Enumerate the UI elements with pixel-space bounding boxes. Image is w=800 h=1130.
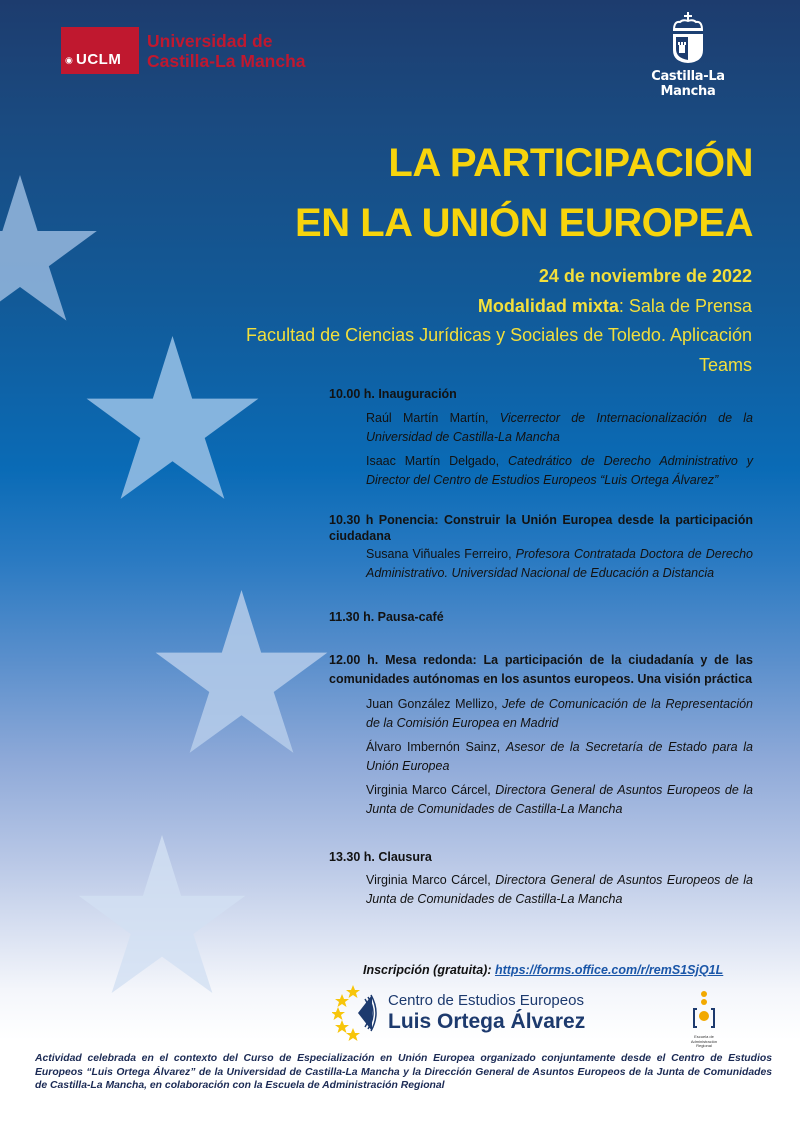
footer-note: Actividad celebrada en el contexto del Curso de Especialización en Unión Europea organizado conjuntamente desde el Centro de Estudios Europeos “Luis Ortega Álvarez” de la Universidad de Castilla-La Mancha y la Dirección General de Asuntos Europeos de la Junta de Comunidades de Castilla-La Mancha, en colaboración con la Escuela de Administración Regional bbox=[35, 1053, 772, 1091]
speaker-role: Directora General de Asuntos Europeos de la Junta de Comunidades de Castilla-La Mancha bbox=[366, 783, 753, 816]
session-heading: 11.30 h. Pausa-café bbox=[329, 610, 444, 624]
speaker-name: Álvaro Imbernón Sainz, bbox=[366, 740, 501, 754]
speaker bbox=[366, 409, 753, 447]
speaker-role: Catedrático de Derecho Administrativo y Director del Centro de Estudios Europeos “Luis Ortega Álvarez” bbox=[366, 454, 753, 487]
modality-label: Modalidad mixta bbox=[477, 295, 619, 316]
speaker-name: Susana Viñuales Ferreiro, bbox=[366, 547, 512, 561]
uclm-signal-icon: ◉ bbox=[65, 55, 73, 65]
cee-logo bbox=[332, 985, 585, 1041]
speaker-role: Vicerrector de Internacionalización de la Universidad de Castilla-La Mancha bbox=[366, 411, 753, 444]
session-heading: 12.00 h. Mesa redonda: La participación de la ciudadanía y de las comunidades autónomas en los asuntos europeos. Una visión práctica bbox=[329, 653, 753, 686]
speaker bbox=[366, 738, 753, 776]
event-venue-line2: Teams bbox=[698, 354, 752, 375]
registration-label: Inscripción (gratuita): bbox=[363, 963, 492, 977]
speaker-name: Isaac Martín Delgado, bbox=[366, 454, 500, 468]
program-schedule bbox=[329, 386, 753, 909]
event-info bbox=[246, 262, 752, 380]
speaker-role: Profesora Contratada Doctora de Derecho Administrativo. Universidad Nacional de Educación a Distancia bbox=[366, 547, 753, 580]
session-clausura bbox=[329, 849, 753, 909]
modality-value: : Sala de Prensa bbox=[618, 295, 752, 316]
speaker bbox=[366, 871, 753, 909]
session-ponencia bbox=[329, 512, 753, 583]
crest-icon bbox=[670, 12, 706, 64]
session-heading: 13.30 h. Clausura bbox=[329, 850, 432, 864]
uclm-name bbox=[147, 31, 306, 71]
clm-logo bbox=[628, 12, 748, 99]
uclm-name-line1: Universidad de bbox=[147, 30, 273, 51]
speaker-name: Raúl Martín Martín, bbox=[366, 411, 489, 425]
speaker bbox=[366, 781, 753, 819]
speaker bbox=[366, 695, 753, 733]
session-pausa-cafe bbox=[329, 609, 753, 625]
uclm-name-line2: Castilla-La Mancha bbox=[147, 50, 306, 71]
ear-line3: Regional bbox=[696, 1043, 712, 1048]
event-date: 24 de noviembre de 2022 bbox=[538, 266, 752, 286]
cee-text bbox=[388, 992, 585, 1034]
event-modality bbox=[246, 292, 752, 322]
speaker-name: Juan González Mellizo, bbox=[366, 697, 498, 711]
cee-line2: Luis Ortega Álvarez bbox=[388, 1010, 586, 1033]
speaker-role: Asesor de la Secretaría de Estado para la Unión Europea bbox=[366, 740, 753, 773]
title-line2: EN LA UNIÓN EUROPEA bbox=[295, 201, 753, 245]
background-star-icon bbox=[0, 160, 100, 350]
event-venue-line1: Facultad de Ciencias Jurídicas y Sociales de Toledo. Aplicación bbox=[246, 325, 752, 345]
registration bbox=[363, 963, 723, 977]
ear-logo bbox=[684, 990, 724, 1049]
clm-label: Castilla-La Mancha bbox=[651, 69, 725, 99]
session-heading: 10.30 h Ponencia: Construir la Unión Europea desde la participación ciudadana bbox=[329, 513, 753, 543]
speaker bbox=[366, 545, 753, 583]
session-inauguracion bbox=[329, 386, 753, 490]
cee-line1: Centro de Estudios Europeos bbox=[388, 992, 584, 1009]
title-line1: LA PARTICIPACIÓN bbox=[388, 141, 753, 185]
background-star-icon bbox=[150, 590, 333, 760]
speaker-name: Virginia Marco Cárcel, bbox=[366, 783, 491, 797]
session-mesa-redonda bbox=[329, 651, 753, 819]
background-star-icon bbox=[80, 336, 265, 506]
ear-line2: Administración bbox=[690, 1038, 718, 1044]
page-title bbox=[295, 133, 753, 253]
uclm-logo-box bbox=[61, 27, 139, 74]
eu-stars-arc-icon bbox=[332, 985, 382, 1041]
session-heading: 10.00 h. Inauguración bbox=[329, 387, 457, 401]
speaker-name: Virginia Marco Cárcel, bbox=[366, 873, 491, 887]
uclm-logo bbox=[61, 27, 306, 74]
ear-emblem-icon bbox=[689, 990, 719, 1030]
ear-line1: Escuela de bbox=[694, 1034, 714, 1039]
speaker-role: Directora General de Asuntos Europeos de la Junta de Comunidades de Castilla-La Mancha bbox=[366, 873, 753, 906]
uclm-acronym: UCLM bbox=[76, 51, 122, 68]
registration-link[interactable]: https://forms.office.com/r/remS1SjQ1L bbox=[494, 963, 724, 977]
background-star-icon bbox=[72, 835, 252, 1000]
speaker bbox=[366, 452, 753, 490]
speaker-role: Jefe de Comunicación de la Representación de la Comisión Europea en Madrid bbox=[366, 697, 753, 730]
